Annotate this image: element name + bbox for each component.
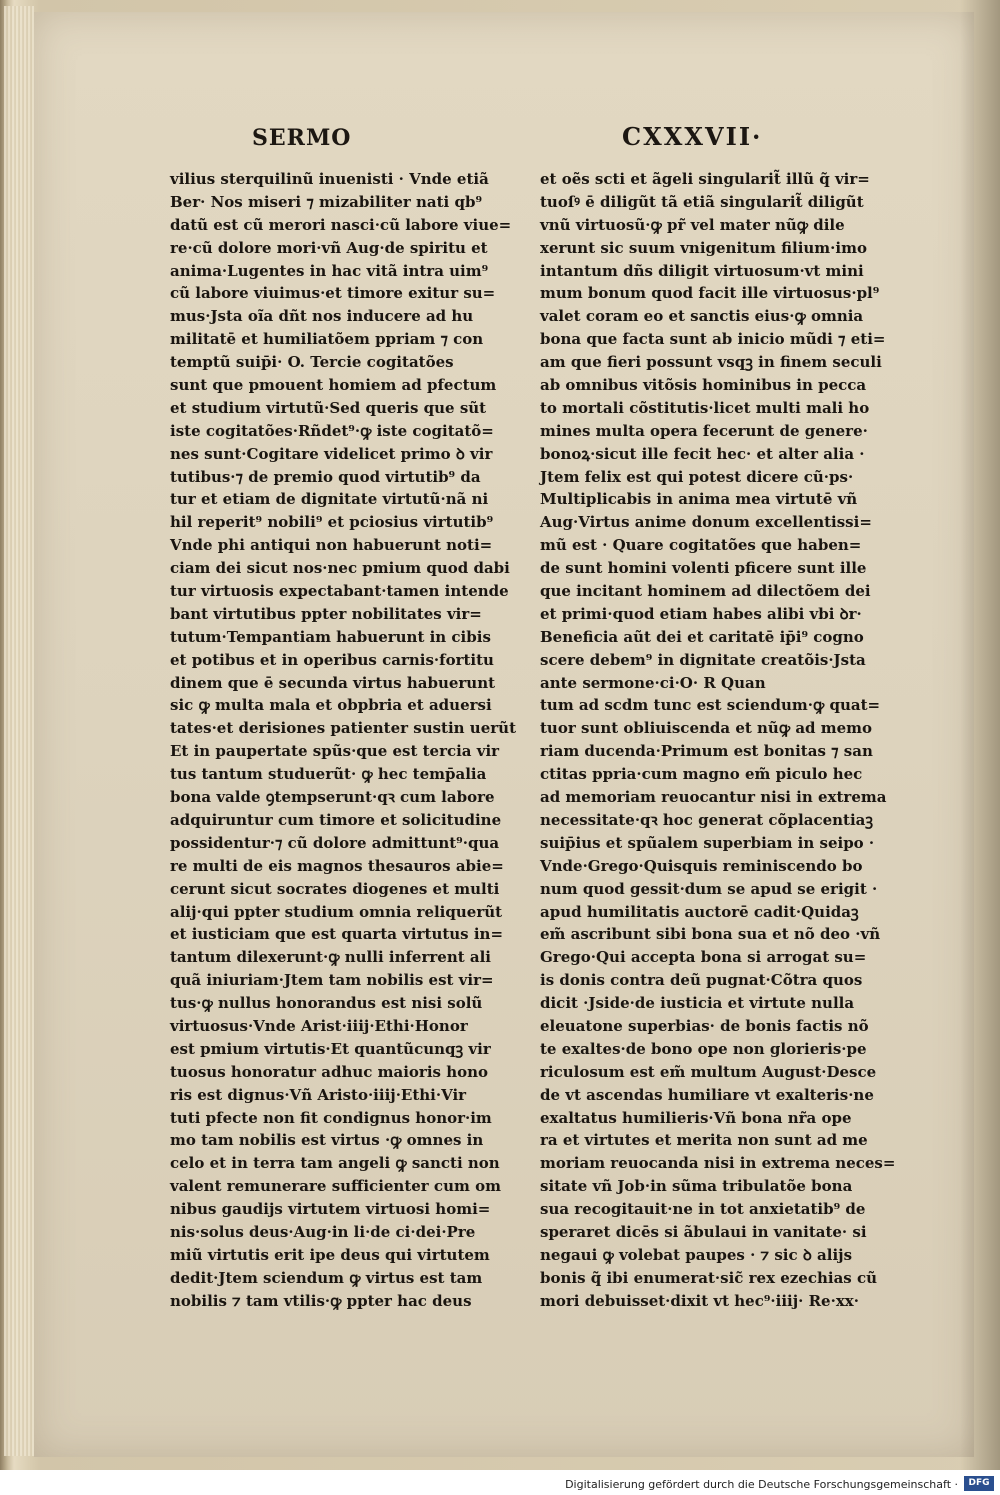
text-line: ab omnibus vitõsis hominibus in pecca — [540, 376, 867, 395]
text-line: possidentur·⁊ cũ dolore admittunt⁹·qua — [170, 833, 500, 852]
text-line: mũ est · Quare cogitatões que haben= — [540, 536, 862, 555]
text-line: mus·Jsta oĩa dñt nos inducere ad hu — [170, 307, 474, 326]
text-line: necessitate·qꝛ hoc generat cõplacentiaꝫ — [540, 810, 874, 829]
text-line: quã iniuriam·Jtem tam nobilis est vir= — [170, 971, 494, 990]
text-line: bona valde ꝯtempserunt·qꝛ cum labore — [170, 788, 495, 807]
text-line: eleuatone superbias· de bonis factis nõ — [540, 1016, 869, 1035]
book-page-edges — [4, 6, 34, 1456]
text-line: et primi·quod etiam habes alibi vbi ꝺr· — [540, 604, 862, 623]
text-line: ctitas ppria·cum magno em̃ piculo hec — [540, 765, 863, 784]
text-line: tuti pfecte non fit condignus honor·im — [170, 1108, 492, 1127]
text-line: sunt que pmouent homiem ad pfectum — [170, 376, 497, 395]
text-line: tum ad scdm tunc est sciendum·ꝙ quat= — [540, 696, 881, 715]
text-line: nobilis ⁊ tam vtilis·ꝙ ppter hac deus — [170, 1291, 472, 1310]
text-line: Vnde phi antiqui non habuerunt noti= — [170, 536, 493, 555]
text-line: adquiruntur cum timore et solicitudine — [170, 810, 502, 829]
text-line: tur et etiam de dignitate virtutũ·nã ni — [170, 490, 489, 509]
text-line: suip̄ius et spũalem superbiam in seipo · — [540, 833, 875, 852]
text-line: temptũ suip̄i· O. Tercie cogitatões — [170, 353, 454, 372]
text-line: dicit ·Jside·de iusticia et virtute nulla — [540, 994, 855, 1013]
text-line: dedit·Jtem sciendum ꝙ virtus est tam — [170, 1268, 483, 1287]
text-line: exaltatus humilieris·Vñ bona nr̃a ope — [540, 1108, 852, 1127]
text-line: nes sunt·Cogitare videlicet primo ꝺ vir — [170, 444, 493, 463]
text-line: cũ labore viuimus·et timore exitur su= — [170, 284, 496, 303]
text-line: bona que facta sunt ab inicio mũdi ⁊ eti= — [540, 330, 886, 349]
text-line: de vt ascendas humiliare vt exalteris·ne — [540, 1085, 874, 1104]
text-line: de sunt homini volenti pficere sunt ille — [540, 559, 867, 578]
text-line: tates·et derisiones patienter sustin uerũt — [170, 719, 516, 738]
text-line: et iusticiam que est quarta virtutus in= — [170, 925, 504, 944]
text-line: riam ducenda·Primum est bonitas ⁊ san — [540, 742, 873, 761]
text-line: nibus gaudijs virtutem virtuosi homi= — [170, 1200, 491, 1219]
text-line: tantum dilexerunt·ꝙ nulli inferrent ali — [170, 948, 491, 967]
text-line: mo tam nobilis est virtus ·ꝙ omnes in — [170, 1131, 484, 1150]
text-line: moriam reuocanda nisi in extrema neces= — [540, 1154, 896, 1173]
text-line: hil reperit⁹ nobili⁹ et pciosius virtutib⁹ — [170, 513, 494, 532]
text-line: speraret dicēs si ãbulaui in vanitate· si — [540, 1222, 867, 1241]
text-line: et potibus et in operibus carnis·fortitu — [170, 650, 494, 669]
text-line: Grego·Qui accepta bona si arrogat su= — [540, 948, 867, 967]
text-line: tur virtuosis expectabant·tamen intende — [170, 582, 509, 601]
text-line: is donis contra deũ pugnat·Cõtra quos — [540, 971, 863, 990]
text-line: virtuosus·Vnde Arist·iiij·Ethi·Honor — [170, 1016, 468, 1035]
text-line: tutum·Tempantiam habuerunt in cibis — [170, 627, 491, 646]
text-line: num quod gessit·dum se apud se erigit · — [540, 879, 878, 898]
binding-shadow — [960, 0, 1000, 1470]
text-line: que incitant hominem ad dilectõem dei — [540, 582, 871, 601]
text-line: mori debuisset·dixit vt hec⁹·iiij· Re·xx· — [540, 1291, 859, 1310]
text-line: sua recogitauit·ne in tot anxietatib⁹ de — [540, 1200, 866, 1219]
running-head-left: SERMO — [252, 125, 352, 151]
text-line: em̃ ascribunt sibi bona sua et nõ deo ·vñ — [540, 925, 881, 944]
text-line: ad memoriam reuocantur nisi in extrema — [540, 788, 887, 807]
text-line: Et in paupertate spũs·que est tercia vir — [170, 742, 500, 761]
text-line: bonis q̃ ibi enumerat·sic̃ rex ezechias cũ — [540, 1268, 878, 1287]
text-line: tuosus honoratur adhuc maioris hono — [170, 1062, 489, 1081]
text-line: Multiplicabis in anima mea virtutē vñ — [540, 490, 858, 509]
text-line: re multi de eis magnos thesauros abie= — [170, 856, 504, 875]
text-line: dinem que ē secunda virtus habuerunt — [170, 673, 496, 692]
text-line: bonoꝝ·sicut ille fecit hec· et alter alia · — [540, 444, 865, 463]
text-line: scere debem⁹ in dignitate creatõis·Jsta — [540, 650, 866, 669]
text-line: est pmium virtutis·Et quantũcunqꝫ vir — [170, 1039, 491, 1058]
text-line: mines multa opera fecerunt de genere· — [540, 421, 868, 440]
text-line: apud humilitatis auctorē cadit·Quidaꝫ — [540, 902, 859, 921]
text-line: ra et virtutes et merita non sunt ad me — [540, 1131, 868, 1150]
text-line: celo et in terra tam angeli ꝙ sancti non — [170, 1154, 500, 1173]
dfg-logo: DFG — [964, 1476, 994, 1491]
text-line: ris est dignus·Vñ Aristo·iiij·Ethi·Vir — [170, 1085, 467, 1104]
text-line: tutibus·⁊ de premio quod virtutib⁹ da — [170, 467, 481, 486]
text-line: am que fieri possunt vsqꝫ in finem seculi — [540, 353, 882, 372]
text-line: tus tantum studuerũt· ꝙ hec temp̄alia — [170, 765, 487, 784]
text-line: intantum dñs diligit virtuosum·vt mini — [540, 261, 864, 280]
text-line: vnũ virtuosũ·ꝙ pr̃ vel mater nũꝙ dile — [540, 215, 845, 234]
text-line: Beneficia aũt dei et caritatē ip̄i⁹ cogno — [540, 627, 864, 646]
text-line: bant virtutibus ppter nobilitates vir= — [170, 604, 482, 623]
text-line: riculosum est em̃ multum August·Desce — [540, 1062, 877, 1081]
text-line: datũ est cũ merori nasci·cũ labore viue= — [170, 215, 512, 234]
text-line: et studium virtutũ·Sed queris que sũt — [170, 398, 487, 417]
text-line: nis·solus deus·Aug·in li·de ci·dei·Pre — [170, 1222, 476, 1241]
text-line: anima·Lugentes in hac vitã intra uim⁹ — [170, 261, 489, 280]
text-line: sic ꝙ multa mala et obpbria et aduersi — [170, 696, 492, 715]
text-line: sitate vñ Job·in sũma tribulatõe bona — [540, 1177, 853, 1196]
text-line: iste cogitatões·Rñdet⁹·ꝙ iste cogitatõ= — [170, 421, 494, 440]
text-line: negaui ꝙ volebat paupes · ⁊ sic ꝺ alijs — [540, 1245, 853, 1264]
text-line: mum bonum quod facit ille virtuosus·pl⁹ — [540, 284, 880, 303]
text-line: ante sermone·ci·O· R Quan — [540, 673, 766, 692]
text-line: cerunt sicut socrates diogenes et multi — [170, 879, 500, 898]
text-line: Aug·Virtus anime donum excellentissi= — [540, 513, 872, 532]
text-line: to mortali cõstitutis·licet multi mali ho — [540, 398, 870, 417]
text-line: ciam dei sicut nos·nec pmium quod dabi — [170, 559, 510, 578]
running-head-right: CXXXVII· — [622, 122, 763, 151]
text-line: et oẽs scti et ãgeli singularit̃ illũ q̃ vir= — [540, 170, 870, 188]
text-line: valent remunerare sufficienter cum om — [170, 1177, 501, 1196]
text-line: miũ virtutis erit ipe deus qui virtutem — [170, 1245, 490, 1264]
text-line: Ber· Nos miseri ⁊ mi̇zabiliter nati qb⁹ — [170, 192, 483, 211]
text-line: valet coram eo et sanctis eius·ꝙ omnia — [540, 307, 864, 326]
text-line: tuoſꝰ ē diligũt tã etiã singularit̃ diligũt — [540, 192, 864, 211]
text-line: militatē et humiliatõem ppriam ⁊ con — [170, 330, 484, 349]
text-line: tus·ꝙ nullus honorandus est nisi solũ — [170, 994, 483, 1013]
text-column-right — [540, 168, 895, 1313]
text-line: Vnde·Grego·Quisquis reminiscendo bo — [540, 856, 863, 875]
text-line: vilius sterquilinũ inuenisti · Vnde etiã — [170, 170, 489, 188]
text-line: te exaltes·de bono ope non glorieris·pe — [540, 1039, 867, 1058]
text-column-left — [170, 168, 516, 1313]
footer-credit: Digitalisierung gefördert durch die Deutsche Forschungsgemeinschaft · — [565, 1478, 958, 1491]
text-line: re·cũ dolore mori·vñ Aug·de spiritu et — [170, 238, 488, 257]
text-line: alij·qui ppter studium omnia reliquerũt — [170, 902, 503, 921]
text-line: tuor sunt obliuiscenda et nũꝙ ad memo — [540, 719, 873, 738]
text-line: xerunt sic suum vnigenitum filium·imo — [540, 238, 867, 257]
text-line: Jtem felix est qui potest dicere cũ·ps· — [540, 467, 854, 486]
